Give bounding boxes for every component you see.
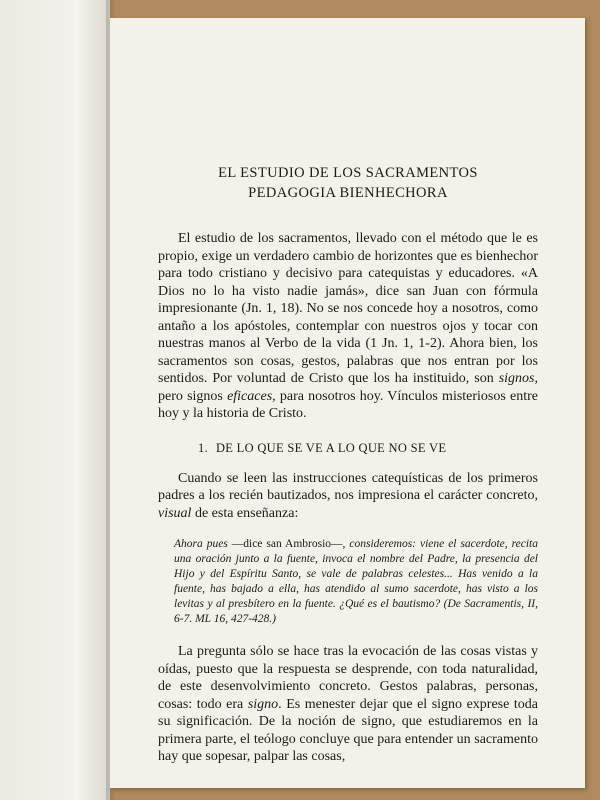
para2-text-1: Cuando se leen las instrucciones catequísticas de los primeros padres a los recién bautizados, nos impresiona el carácter concreto, bbox=[158, 470, 538, 503]
para2-text-2: de esta enseñanza: bbox=[191, 505, 299, 521]
intro-emphasis-eficaces: eficaces bbox=[227, 388, 273, 404]
quote-part-2: —dice san Ambrosio—, bbox=[227, 538, 350, 550]
para3-emphasis-signo: signo bbox=[247, 696, 279, 712]
quote-part-3: consideremos: viene el sacerdote, recita una oración junto a la fuente, invoca el nombre del Padre, la presencia del Hijo y del Espíritu Santo, se vale de palabras celestes... Has venido a la fuente, has bajado a ella, has atendido al sumo sacerdote, has visto a los levitas y al presbítero en la fuente. ¿Qué es el bautismo? bbox=[174, 538, 538, 610]
intro-paragraph bbox=[158, 230, 538, 423]
para3-text-1: La pregunta sólo se hace tras la evocación de las cosas vistas y oídas, puesto que la respuesta se desprende, con toda naturalidad, de este desenvolvimiento concreto. Gestos palabras, personas, cosas: todo era bbox=[158, 644, 538, 712]
para3-text-2: . Es menester dejar que el signo exprese toda su significación. De la noción de signo, que estudiaremos en la primera parte, el teólogo concluye que para entender un sacramento hay que sopesar, palpar las cosas, bbox=[158, 696, 538, 764]
quote-part-1: Ahora pues bbox=[174, 538, 228, 550]
quote-citation: (De Sacramentis, II, 6-7. ML 16, 427-428.) bbox=[174, 598, 538, 625]
ambrose-quote bbox=[174, 537, 538, 627]
facing-page bbox=[0, 0, 110, 800]
third-paragraph bbox=[158, 643, 538, 766]
page-content bbox=[158, 163, 538, 766]
intro-text-2: , pero signos bbox=[158, 371, 538, 404]
intro-text-1: El estudio de los sacramentos, llevado con el método que le es propio, exige un verdadero cambio de horizontes que es bienhechor para todo cristiano y decisivo para catequistas y educadores. «A Dios no lo ha visto nadie jamás», dice san Juan con fórmula impresionante (Jn. 1, 18). No se nos concede hoy a nosotros, como antaño a los apóstoles, contemplar con nuestros ojos y tocar con nuestras manos al Verbo de la vida (1 Jn. 1, 1-2). Ahora bien, los sacramentos son cosas, gestos, palabras que nos entran por los sentidos. Por voluntad de Cristo que los ha instituido, son bbox=[158, 231, 538, 386]
para2-emphasis-visual: visual bbox=[158, 505, 192, 521]
chapter-title-line-1: EL ESTUDIO DE LOS SACRAMENTOS bbox=[218, 165, 478, 181]
intro-emphasis-signos: signos bbox=[498, 371, 535, 386]
intro-text-3: , para nosotros hoy. Vínculos misteriosos entre hoy y la historia de Cristo. bbox=[158, 388, 539, 421]
section-heading bbox=[198, 441, 538, 456]
section-title: DE LO QUE SE VE A LO QUE NO SE VE bbox=[215, 440, 447, 455]
second-paragraph bbox=[158, 470, 538, 523]
chapter-title-line-2: PEDAGOGIA BIENHECHORA bbox=[248, 185, 448, 201]
section-number: 1. bbox=[198, 440, 208, 455]
book-page bbox=[110, 18, 585, 788]
